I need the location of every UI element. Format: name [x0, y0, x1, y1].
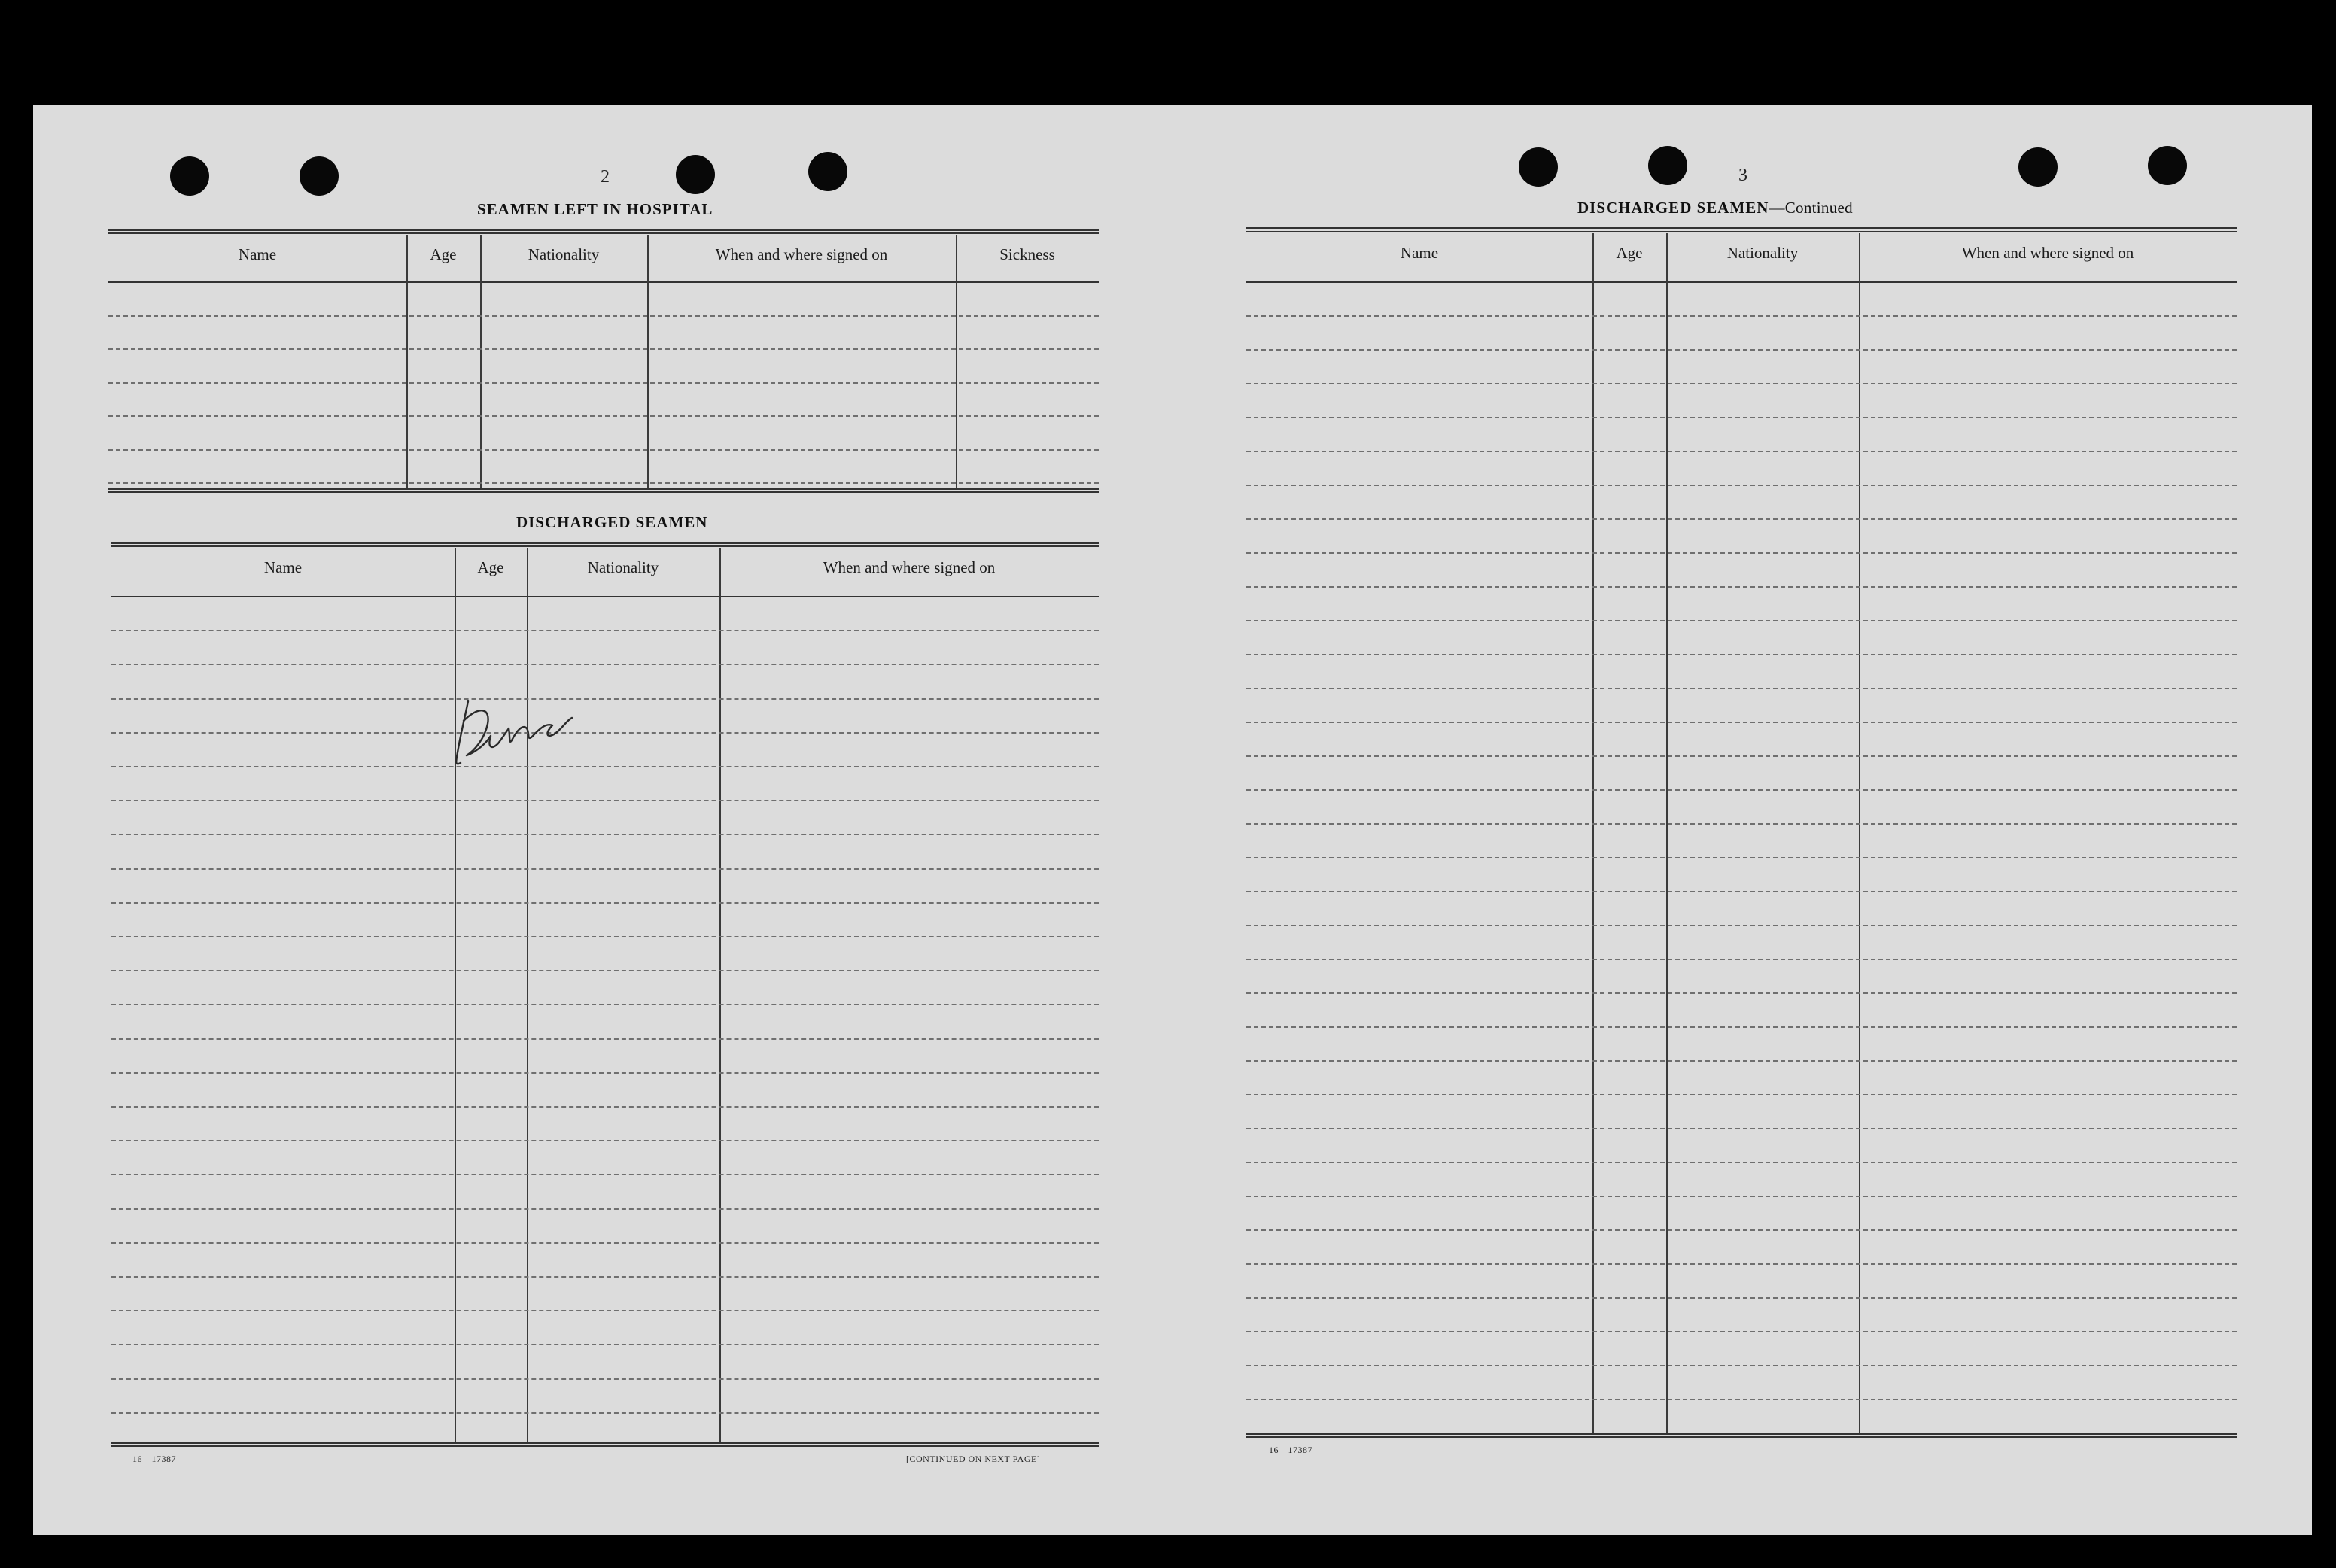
- table-row: [111, 868, 1099, 870]
- page-number-right: 3: [1738, 166, 1747, 185]
- discharged-continued-title: [1577, 199, 1853, 217]
- table-row: [1246, 688, 2237, 689]
- table-bottom-rule: [111, 1442, 1099, 1447]
- form-number-right: 16—17387: [1269, 1445, 1312, 1455]
- column-header: Nationality: [1726, 244, 1799, 262]
- table-row: [111, 834, 1099, 835]
- table-row: [111, 1038, 1099, 1040]
- table-row: [1246, 1026, 2237, 1028]
- table-row: [108, 449, 1099, 451]
- table-row: [1246, 1263, 2237, 1265]
- table-row: [1246, 552, 2237, 554]
- column-header: Name: [238, 245, 277, 263]
- table-row: [1246, 823, 2237, 825]
- table-row: [1246, 755, 2237, 757]
- continued-note: [CONTINUED ON NEXT PAGE]: [906, 1454, 1041, 1464]
- column-divider: [527, 548, 528, 1442]
- table-row: [1246, 315, 2237, 317]
- table-row: [1246, 857, 2237, 858]
- column-divider: [719, 548, 721, 1442]
- header-rule: [108, 281, 1099, 283]
- punch-hole: [676, 155, 715, 194]
- table-row: [111, 1106, 1099, 1108]
- table-row: [111, 766, 1099, 767]
- table-row: [111, 664, 1099, 665]
- table-row: [1246, 1331, 2237, 1332]
- punch-hole: [300, 156, 339, 196]
- table-row: [111, 1378, 1099, 1380]
- table-row: [1246, 959, 2237, 960]
- column-header: When and where signed on: [1961, 244, 2134, 262]
- table-row: [1246, 654, 2237, 655]
- column-header: Nationality: [587, 558, 659, 576]
- table-row: [1246, 1162, 2237, 1163]
- hospital-section-title: SEAMEN LEFT IN HOSPITAL: [477, 200, 713, 218]
- table-row: [111, 1276, 1099, 1278]
- table-row: [1246, 349, 2237, 351]
- discharged-continued-title-suffix: —Continued: [1769, 199, 1853, 217]
- discharged-section-title: DISCHARGED SEAMEN: [516, 513, 708, 531]
- table-bottom-rule: [108, 488, 1099, 493]
- page-number-left: 2: [601, 167, 610, 187]
- table-row: [111, 1412, 1099, 1414]
- header-rule: [111, 596, 1099, 597]
- table-row: [108, 348, 1099, 350]
- table-row: [1246, 1128, 2237, 1129]
- punch-hole: [2018, 147, 2058, 187]
- column-header: Sickness: [999, 245, 1055, 263]
- column-header: Nationality: [528, 245, 600, 263]
- table-row: [111, 1004, 1099, 1005]
- table-row: [111, 936, 1099, 937]
- handwritten-none-signature: [444, 691, 579, 773]
- table-row: [1246, 451, 2237, 452]
- table-bottom-rule: [1246, 1433, 2237, 1438]
- form-sheet: [33, 105, 2312, 1535]
- handwritten-entry: [444, 691, 579, 773]
- column-header: When and where signed on: [715, 245, 888, 263]
- column-header: When and where signed on: [823, 558, 996, 576]
- table-row: [111, 698, 1099, 700]
- table-row: [111, 1072, 1099, 1074]
- punch-hole: [2148, 146, 2187, 185]
- column-header: Name: [1400, 244, 1439, 262]
- table-row: [111, 1174, 1099, 1175]
- column-divider: [1592, 233, 1594, 1433]
- column-header: Age: [477, 558, 504, 576]
- column-divider: [1666, 233, 1668, 1433]
- table-row: [1246, 586, 2237, 588]
- table-row: [111, 970, 1099, 971]
- table-row: [111, 1208, 1099, 1210]
- column-header: Name: [263, 558, 303, 576]
- column-divider: [1859, 233, 1860, 1433]
- discharged-continued-title-main: DISCHARGED SEAMEN: [1577, 199, 1769, 217]
- punch-hole: [808, 152, 847, 191]
- table-row: [1246, 1399, 2237, 1400]
- punch-hole: [1648, 146, 1687, 185]
- table-row: [1246, 485, 2237, 486]
- table-top-rule: [1246, 227, 2237, 232]
- column-divider: [455, 548, 456, 1442]
- table-row: [1246, 1297, 2237, 1299]
- table-row: [1246, 1229, 2237, 1231]
- table-row: [1246, 992, 2237, 994]
- table-row: [1246, 1060, 2237, 1062]
- table-row: [111, 800, 1099, 801]
- table-row: [1246, 925, 2237, 926]
- table-row: [111, 1242, 1099, 1244]
- table-row: [111, 1344, 1099, 1345]
- header-rule: [1246, 281, 2237, 283]
- punch-hole: [170, 156, 209, 196]
- table-top-rule: [108, 229, 1099, 234]
- table-row: [1246, 1196, 2237, 1197]
- table-row: [108, 482, 1099, 484]
- table-row: [111, 902, 1099, 904]
- table-row: [1246, 620, 2237, 621]
- table-row: [108, 382, 1099, 384]
- column-header: Age: [1616, 244, 1643, 262]
- table-row: [111, 1310, 1099, 1311]
- punch-hole: [1519, 147, 1558, 187]
- table-top-rule: [111, 542, 1099, 547]
- table-row: [111, 732, 1099, 734]
- form-number-left: 16—17387: [132, 1454, 176, 1464]
- table-row: [1246, 518, 2237, 520]
- column-header: Age: [430, 245, 457, 263]
- table-row: [108, 315, 1099, 317]
- table-row: [1246, 383, 2237, 384]
- table-row: [1246, 1094, 2237, 1095]
- table-row: [1246, 722, 2237, 723]
- table-row: [108, 415, 1099, 417]
- table-row: [1246, 1365, 2237, 1366]
- table-row: [1246, 789, 2237, 791]
- table-row: [111, 1140, 1099, 1141]
- table-row: [1246, 891, 2237, 892]
- table-row: [111, 630, 1099, 631]
- table-row: [1246, 417, 2237, 418]
